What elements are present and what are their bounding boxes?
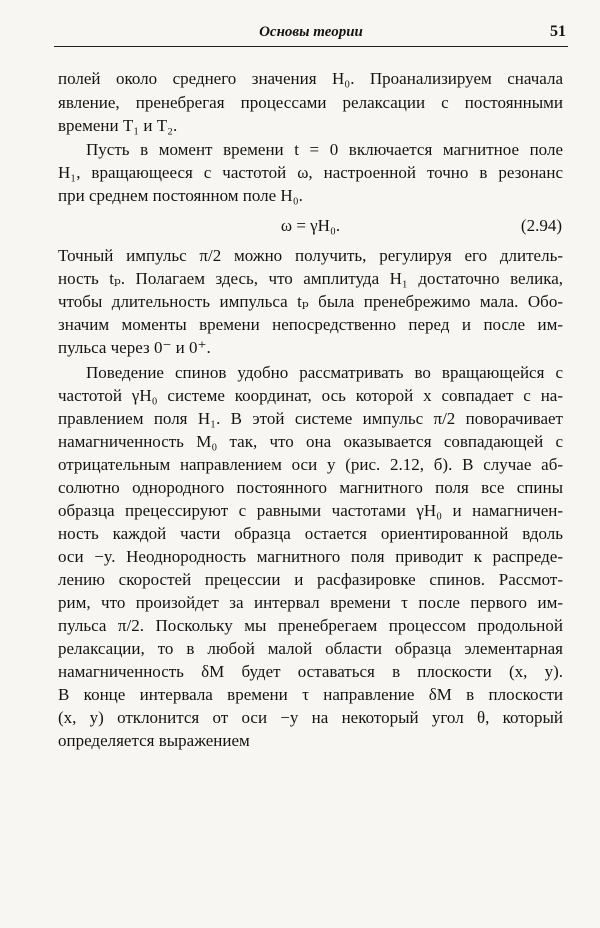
equation: ω = γH₀. xyxy=(280,216,341,235)
text-line: Поведение спинов удобно рассматривать во вращающейся с xyxy=(86,363,563,382)
text-line: определяется выражением xyxy=(58,731,250,750)
text-line: пульса через 0⁻ и 0⁺. xyxy=(58,338,211,357)
text-line: солютно однородного постоянного магнитного поля все спины xyxy=(58,478,563,497)
text-line: при среднем постоянном поле H₀. xyxy=(58,186,303,205)
running-title: Основы теории xyxy=(259,24,363,40)
text-line: Точный импульс π/2 можно получить, регулируя его длитель- xyxy=(58,246,563,265)
text-line: пульса π/2. Поскольку мы пренебрегаем процессом продольной xyxy=(58,616,563,635)
text-line: Пусть в момент времени t = 0 включается магнитное поле xyxy=(86,140,563,159)
page-number: 51 xyxy=(550,23,566,40)
text-line: ность каждой части образца остается ориентированной вдоль xyxy=(58,524,563,543)
page-header xyxy=(54,20,568,47)
text-line: релаксации, то в любой малой области образца элементарная xyxy=(58,639,563,658)
text-line: значим моменты времени непосредственно перед и после им- xyxy=(58,315,563,334)
text-line: правлением поля H₁. В этой системе импульс π/2 поворачивает xyxy=(58,409,563,428)
text-line: ность tₚ. Полагаем здесь, что амплитуда H₁ достаточно велика, xyxy=(58,269,563,288)
text-line: времени T₁ и T₂. xyxy=(58,116,178,135)
text-line: намагниченность δM будет оставаться в плоскости (x, y). xyxy=(58,662,563,681)
text-line: H₁, вращающееся с частотой ω, настроенной точно в резонанс xyxy=(58,163,563,182)
text-line: частотой γH₀ системе координат, ось которой x совпадает с на- xyxy=(58,386,563,405)
text-line: явление, пренебрегая процессами релаксации с постоянными xyxy=(58,93,563,112)
text-line: образца прецессируют с равными частотами γH₀ и намагничен- xyxy=(58,501,563,520)
text-line: рим, что произойдет за интервал времени τ после первого им- xyxy=(58,593,563,612)
text-line: полей около среднего значения H₀. Проанализируем сначала xyxy=(58,69,563,88)
text-line: отрицательным направлением оси y (рис. 2.12, б). В случае аб- xyxy=(58,455,563,474)
text-line: намагниченность M₀ так, что она оказывается совпадающей с xyxy=(58,432,563,451)
text-line: лению скоростей прецессии и расфазировке спинов. Рассмот- xyxy=(58,570,563,589)
text-line: (x, y) отклонится от оси −y на некоторый угол θ, который xyxy=(58,708,563,727)
text-line: В конце интервала времени τ направление δM в плоскости xyxy=(58,685,563,704)
equation-number: (2.94) xyxy=(520,216,562,235)
text-line: оси −y. Неоднородность магнитного поля приводит к распреде- xyxy=(58,547,563,566)
text-line: чтобы длительность импульса tₚ была пренебрежимо мала. Обо- xyxy=(58,292,563,311)
